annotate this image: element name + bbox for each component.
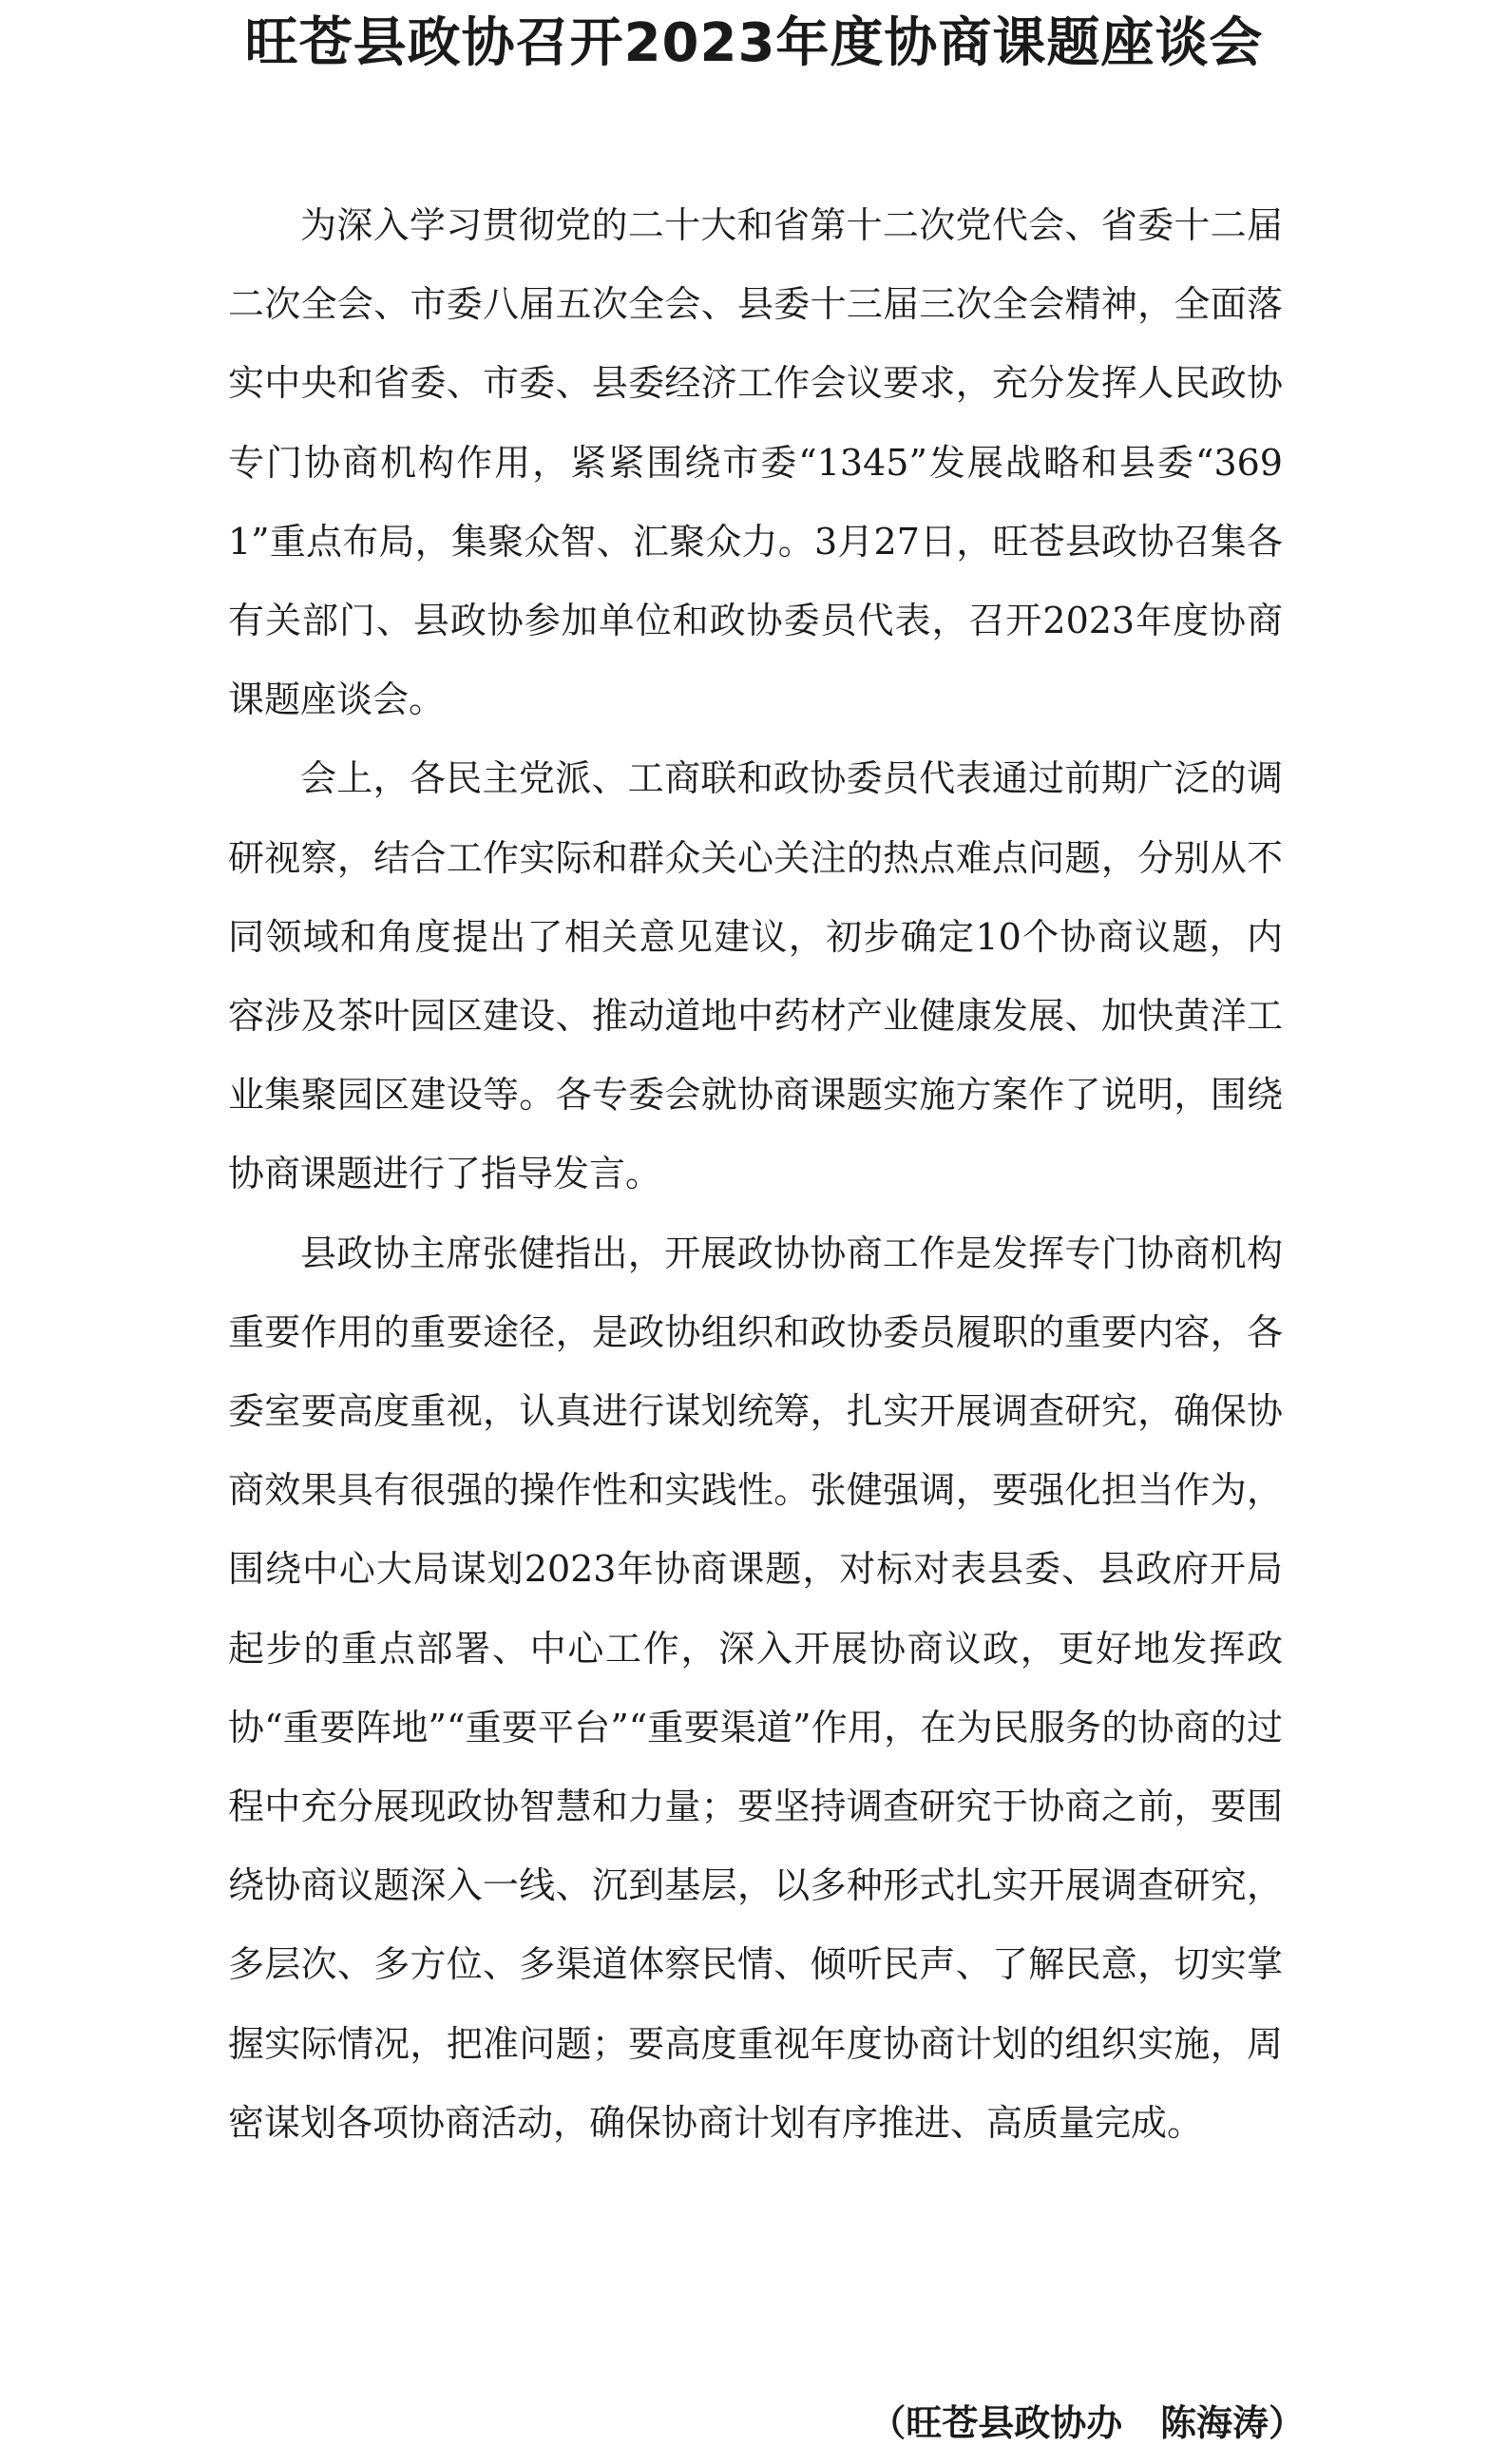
article-body (228, 186, 1283, 2163)
article-paragraph-2: 会上，各民主党派、工商联和政协委员代表通过前期广泛的调研视察，结合工作实际和群众关心关注的热点难点问题，分别从不同领域和角度提出了相关意见建议，初步确定10个协商议题，内容涉及茶叶园区建设、推动道地中药材产业健康发展、加快黄洋工业集聚园区建设等。各专委会就协商课题实施方案作了说明，围绕协商课题进行了指导发言。 (228, 757, 1283, 1195)
article-paragraph-1: 为深入学习贯彻党的二十大和省第十二次党代会、省委十二届二次全会、市委八届五次全会、县委十三届三次全会精神，全面落实中央和省委、市委、县委经济工作会议要求，充分发挥人民政协专门协商机构作用，紧紧围绕市委“1345”发展战略和县委“3691”重点布局，集聚众智、汇聚众力。3月27日，旺苍县政协召集各有关部门、县政协参加单位和政协委员代表，召开2023年度协商课题座谈会。 (228, 204, 1283, 721)
article-paragraph-3: 县政协主席张健指出，开展政协协商工作是发挥专门协商机构重要作用的重要途径，是政协组织和政协委员履职的重要内容，各委室要高度重视，认真进行谋划统筹，扎实开展调查研究，确保协商效果具有很强的操作性和实践性。张健强调，要强化担当作为，围绕中心大局谋划2023年协商课题，对标对表县委、县政府开局起步的重点部署、中心工作，深入开展协商议政，更好地发挥政协“重要阵地”“重要平台”“重要渠道”作用，在为民服务的协商的过程中充分展现政协智慧和力量；要坚持调查研究于协商之前，要围绕协商议题深入一线、沉到基层，以多种形式扎实开展调查研究，多层次、多方位、多渠道体察民情、倾听民声、了解民意，切实掌握实际情况，把准问题；要高度重视年度协商计划的组织实施，周密谋划各项协商活动，确保协商计划有序推进、高质量完成。 (228, 1232, 1283, 2144)
article-title: 旺苍县政协召开2023年度协商课题座谈会 (244, 12, 1264, 74)
article-byline: （旺苍县政协办 陈海涛） (869, 2402, 1305, 2444)
